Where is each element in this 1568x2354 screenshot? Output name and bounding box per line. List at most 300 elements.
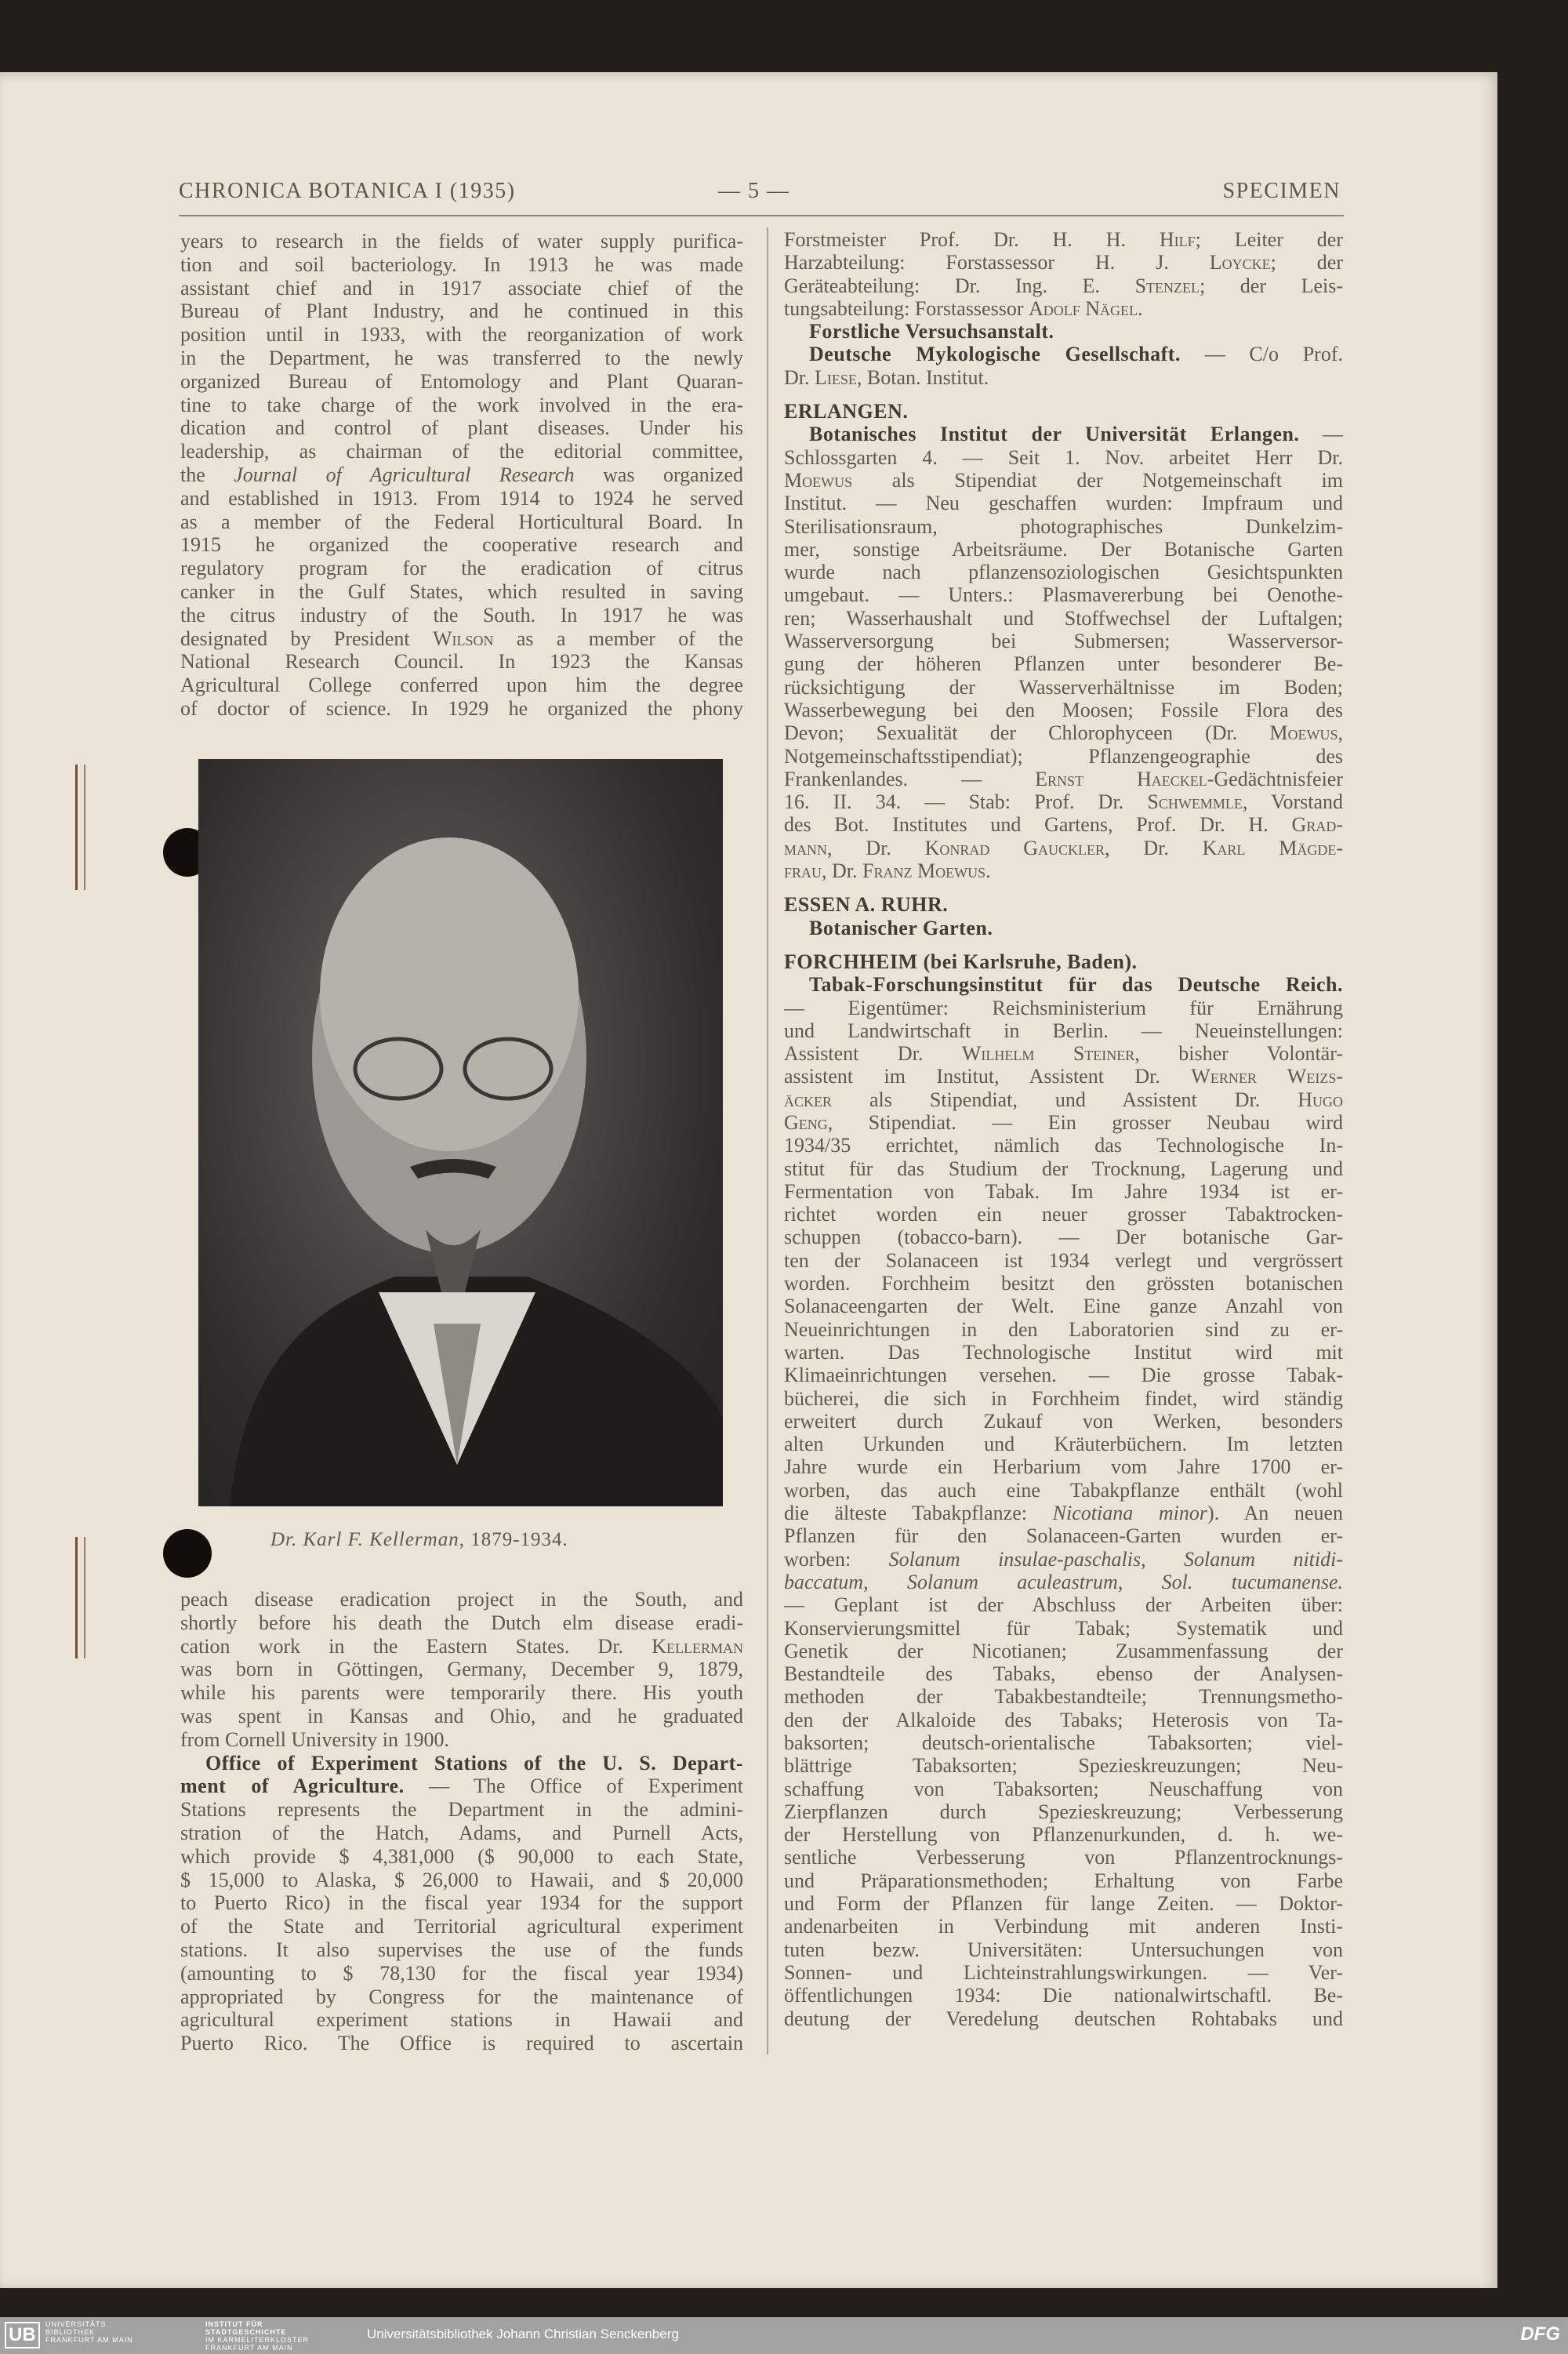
text-run: Dr. bbox=[784, 365, 815, 389]
text-run: 16. II. 34. — Stab: Prof. Dr. bbox=[784, 790, 1148, 814]
text-run: methoden der Tabakbestandteile; Trennungsmetho- bbox=[784, 1685, 1343, 1709]
text-line bbox=[180, 697, 743, 721]
small-caps-name: Hugo bbox=[1298, 1088, 1343, 1111]
punch-hole bbox=[163, 1529, 212, 1578]
caption-name: Dr. Karl F. Kellerman, bbox=[270, 1529, 465, 1550]
text-run: , bbox=[1338, 721, 1343, 745]
small-caps-name: Stenzel bbox=[1134, 274, 1200, 297]
text-run: position until in 1933, with the reorganization of work bbox=[180, 323, 743, 347]
text-line bbox=[784, 1111, 1343, 1134]
text-line bbox=[180, 1588, 743, 1611]
text-run: , Botan. Institut. bbox=[856, 365, 989, 389]
ub-logo: UB bbox=[5, 2322, 40, 2349]
text-run: warten. Das Technologische Institut wird mit bbox=[784, 1340, 1343, 1364]
text-line bbox=[784, 997, 1343, 1019]
header-rule bbox=[179, 215, 1344, 216]
text-run: Konservierungsmittel für Tabak; Systematik und bbox=[784, 1616, 1343, 1640]
text-line bbox=[180, 1705, 743, 1728]
text-line bbox=[180, 1845, 743, 1869]
text-run: — Geplant ist der Abschluss der Arbeiten über: bbox=[784, 1593, 1343, 1617]
text-line bbox=[784, 1640, 1343, 1662]
text-line bbox=[784, 837, 1343, 859]
text-line bbox=[180, 1635, 743, 1658]
text-run: designated by President bbox=[180, 627, 433, 650]
text-run: schaffung von Tabaksorten; Neuschaffung von bbox=[784, 1777, 1343, 1800]
text-run: Sterilisationsraum, photographisches Dunkelzim- bbox=[784, 514, 1343, 538]
text-line bbox=[180, 580, 743, 604]
text-line bbox=[180, 1891, 743, 1915]
text-line bbox=[180, 370, 743, 394]
text-run: schuppen (tobacco-barn). — Der botanische Gar- bbox=[784, 1226, 1343, 1249]
text-line bbox=[180, 650, 743, 674]
text-line bbox=[180, 1822, 743, 1845]
text-line bbox=[784, 1754, 1343, 1777]
small-caps-name: äcker bbox=[784, 1088, 833, 1111]
isg-text-line: IM KARMELITERKLOSTER bbox=[205, 2336, 310, 2344]
text-line bbox=[180, 323, 743, 347]
text-line bbox=[784, 538, 1343, 561]
text-line bbox=[180, 463, 743, 487]
text-run: canker in the Gulf States, which resulted in saving bbox=[180, 579, 743, 603]
text-line bbox=[784, 1455, 1343, 1478]
text-line bbox=[180, 394, 743, 417]
text-run: to Puerto Rico) in the fiscal year 1934 for the support bbox=[180, 1891, 743, 1915]
small-caps-name: Konrad Gauckler bbox=[924, 836, 1105, 859]
text-run: und Präparationsmethoden; Erhaltung von Farbe bbox=[784, 1869, 1343, 1892]
text-run: und Landwirtschaft in Berlin. — Neueinstellungen: bbox=[784, 1019, 1343, 1042]
text-line bbox=[784, 1961, 1343, 1984]
small-caps-name: Hilf bbox=[1159, 228, 1196, 251]
isg-text-line: INSTITUT FÜR bbox=[205, 2320, 263, 2328]
small-caps-name: Geng bbox=[784, 1110, 828, 1134]
text-run: Agricultural College conferred upon him the degree bbox=[180, 674, 743, 697]
text-run: stitut für das Studium der Trocknung, Lagerung und bbox=[784, 1157, 1343, 1180]
text-line bbox=[784, 1180, 1343, 1203]
text-run: , bisher Volontär- bbox=[1134, 1042, 1343, 1066]
italic-text: Solanum insulae-paschalis, Solanum nitidi- bbox=[888, 1547, 1343, 1571]
text-run: blättrige Tabaksorten; Spezieskreuzungen; Neu- bbox=[784, 1754, 1343, 1778]
text-line bbox=[180, 2008, 743, 2032]
text-line bbox=[180, 510, 743, 534]
text-line bbox=[180, 440, 743, 463]
text-line bbox=[784, 813, 1343, 836]
text-line bbox=[180, 2032, 743, 2055]
text-line bbox=[784, 1571, 1343, 1593]
text-run: Fermentation von Tabak. Im Jahre 1934 ist er- bbox=[784, 1179, 1343, 1203]
ub-text-line: FRANKFURT AM MAIN bbox=[45, 2336, 133, 2344]
text-line bbox=[784, 1134, 1343, 1157]
text-run: des Bot. Institutes und Gartens, Prof. Dr. H. bbox=[784, 813, 1292, 837]
text-line bbox=[784, 1823, 1343, 1846]
text-run: shortly before his death the Dutch elm disease eradi- bbox=[180, 1611, 743, 1634]
text-run: was spent in Kansas and Ohio, and he graduated bbox=[180, 1704, 743, 1727]
text-line bbox=[784, 1778, 1343, 1800]
text-run: der Herstellung von Pflanzenurkunden, d. h. we- bbox=[784, 1823, 1343, 1847]
small-caps-name: Grad- bbox=[1291, 813, 1343, 837]
text-line bbox=[784, 1249, 1343, 1272]
text-run: years to research in the fields of water supply purifica- bbox=[180, 230, 743, 252]
isg-text-line: STADTGESCHICHTE bbox=[205, 2328, 287, 2336]
text-run: . bbox=[985, 859, 991, 883]
text-run: alten Urkunden und Kräuterbüchern. Im letzten bbox=[784, 1433, 1343, 1456]
text-line bbox=[784, 469, 1343, 492]
text-line bbox=[180, 1938, 743, 1962]
text-line bbox=[784, 1042, 1343, 1065]
dfg-logo: DFG bbox=[1520, 2323, 1560, 2345]
text-run: die älteste Tabakpflanze: bbox=[784, 1502, 1053, 1525]
text-line bbox=[784, 607, 1343, 630]
text-line bbox=[180, 1728, 743, 1752]
bold-text: Botanischer Garten. bbox=[809, 916, 993, 939]
text-run: wurde nach pflanzensoziologischen Gesichtspunkten bbox=[784, 561, 1343, 584]
text-run: -Gedächtnisfeier bbox=[1207, 767, 1343, 790]
column-divider bbox=[767, 227, 768, 2054]
text-run: assistant chief and in 1917 associate chief of the bbox=[180, 276, 743, 300]
text-line bbox=[784, 1617, 1343, 1640]
portrait-figure bbox=[198, 759, 723, 1506]
text-line bbox=[784, 859, 1343, 882]
text-run: Geräteabteilung: Dr. Ing. E. bbox=[784, 274, 1135, 297]
text-run: gung der höheren Pflanzen unter besonderer Be- bbox=[784, 652, 1343, 676]
small-caps-name: Wilhelm Steiner bbox=[961, 1042, 1135, 1066]
text-line bbox=[180, 1775, 743, 1798]
text-line bbox=[784, 973, 1343, 996]
text-line bbox=[180, 1869, 743, 1892]
text-run: Pflanzen für den Solanaceen-Garten wurden er- bbox=[784, 1524, 1343, 1548]
text-line bbox=[784, 320, 1343, 343]
text-run: the citrus industry of the South. In 1917 he was bbox=[180, 603, 743, 627]
text-line bbox=[784, 1341, 1343, 1364]
text-line bbox=[180, 627, 743, 651]
small-caps-name: Kellerman bbox=[652, 1634, 743, 1658]
text-line bbox=[180, 1798, 743, 1822]
text-run: , Vorstand bbox=[1242, 790, 1343, 814]
text-run: , Dr. bbox=[1105, 836, 1203, 859]
ub-text-line: BIBLIOTHEK bbox=[45, 2328, 96, 2336]
text-line bbox=[784, 1800, 1343, 1823]
small-caps-name: Moewus bbox=[1269, 721, 1338, 745]
text-run: Klimaeinrichtungen versehen. — Die grosse Tabak- bbox=[784, 1364, 1343, 1387]
text-run: cation work in the Eastern States. Dr. bbox=[180, 1634, 652, 1658]
text-line bbox=[784, 2007, 1343, 2030]
text-run: ; Leiter der bbox=[1195, 228, 1343, 251]
library-name-link[interactable]: Universitätsbibliothek Johann Christian Senckenberg bbox=[367, 2327, 679, 2341]
text-line bbox=[784, 446, 1343, 469]
bold-text: Forstliche Versuchsanstalt. bbox=[809, 320, 1054, 343]
ub-text-line: UNIVERSITÄTS bbox=[45, 2320, 107, 2328]
small-caps-name: Werner Weizs- bbox=[1191, 1065, 1343, 1088]
text-line bbox=[784, 561, 1343, 583]
text-run: 1915 he organized the cooperative research and bbox=[180, 533, 743, 557]
small-caps-name: Wilson bbox=[432, 627, 494, 650]
section-heading bbox=[784, 400, 1343, 423]
text-line bbox=[180, 674, 743, 697]
text-run: worben, das auch eine Tabakpflanze enthält (wohl bbox=[784, 1478, 1343, 1502]
text-run: and established in 1913. From 1914 to 1924 he served bbox=[180, 486, 743, 510]
text-run: while his parents were temporarily there. His youth bbox=[180, 1681, 743, 1705]
text-line bbox=[180, 1681, 743, 1705]
text-line bbox=[180, 1962, 743, 1985]
text-line bbox=[784, 1892, 1343, 1915]
text-run: Institut. — Neu geschaffen wurden: Impfraum und bbox=[784, 492, 1343, 515]
section-heading bbox=[784, 893, 1343, 916]
text-line bbox=[784, 228, 1343, 251]
text-run: rücksichtigung der Wasserverhältnisse im Boden; bbox=[784, 675, 1343, 699]
small-caps-name: Ernst Haeckel bbox=[1035, 767, 1207, 790]
italic-text: Journal of Agricultural Research bbox=[234, 463, 575, 486]
text-run: Jahre wurde ein Herbarium vom Jahre 1700 er- bbox=[784, 1455, 1343, 1479]
text-run: dication and control of plant diseases. Under his bbox=[180, 416, 743, 440]
text-run: ; der Leis- bbox=[1200, 274, 1343, 297]
text-run: — C/o Prof. bbox=[1180, 343, 1343, 366]
text-line bbox=[784, 1157, 1343, 1180]
text-line bbox=[180, 1915, 743, 1938]
text-run: öffentlichungen 1934: Die nationalwirtschaftl. Be- bbox=[784, 1984, 1343, 2007]
small-caps-name: Franz Moewus bbox=[862, 859, 986, 883]
text-run: — Eigentümer: Reichsministerium für Ernährung bbox=[784, 996, 1343, 1019]
text-run: Devon; Sexualität der Chlorophyceen (Dr. bbox=[784, 721, 1270, 745]
text-run: Frankenlandes. — bbox=[784, 767, 1036, 790]
text-run: Forstmeister Prof. Dr. H. H. bbox=[784, 228, 1160, 251]
text-run: ren; Wasserhaushalt und Stoffwechsel der Luftalgen; bbox=[784, 606, 1343, 630]
text-run: ). An neuen bbox=[1207, 1502, 1343, 1525]
text-run: (amounting to $ 78,130 for the fiscal year 1934) bbox=[180, 1961, 743, 1985]
text-line bbox=[784, 1662, 1343, 1685]
text-line bbox=[784, 652, 1343, 675]
text-line bbox=[784, 1088, 1343, 1111]
text-run: was born in Göttingen, Germany, December 9, 1879, bbox=[180, 1658, 743, 1681]
text-line bbox=[784, 1065, 1343, 1088]
text-line bbox=[784, 583, 1343, 606]
text-line bbox=[180, 230, 743, 253]
italic-text: Nicotiana minor bbox=[1052, 1502, 1208, 1525]
text-line bbox=[180, 347, 743, 370]
text-run: . bbox=[1138, 296, 1143, 320]
section-heading bbox=[784, 950, 1343, 973]
text-run: Schlossgarten 4. — Seit 1. Nov. arbeitet Herr Dr. bbox=[784, 445, 1343, 469]
bold-text: Tabak-Forschungsinstitut für das Deutsche Reich. bbox=[809, 973, 1343, 997]
text-line bbox=[784, 768, 1343, 790]
text-run: — bbox=[1299, 423, 1343, 446]
text-line bbox=[784, 790, 1343, 813]
text-run: Solanaceengarten der Welt. Eine ganze Anzahl von bbox=[784, 1295, 1343, 1318]
isg-logo-text bbox=[205, 2320, 309, 2352]
text-line bbox=[784, 1524, 1343, 1547]
text-run: Sonnen- und Lichteinstrahlungswirkungen. — Ver- bbox=[784, 1960, 1343, 1984]
text-run: Genetik der Nicotianen; Zusammenfassung der bbox=[784, 1639, 1343, 1662]
text-line bbox=[784, 343, 1343, 365]
text-run: Assistent Dr. bbox=[784, 1042, 962, 1066]
text-line bbox=[784, 1318, 1343, 1341]
text-line bbox=[784, 1709, 1343, 1731]
text-run: ten der Solanaceen ist 1934 verlegt und vergrössert bbox=[784, 1248, 1343, 1272]
text-line bbox=[784, 917, 1343, 939]
small-caps-name: mann bbox=[784, 836, 828, 859]
text-run: the bbox=[180, 463, 234, 486]
binding-string bbox=[75, 765, 85, 890]
text-run: stration of the Hatch, Adams, and Purnell Acts, bbox=[180, 1821, 743, 1844]
bold-text: Office of Experiment Stations of the U. S. Depart- bbox=[205, 1751, 743, 1775]
text-line bbox=[784, 1593, 1343, 1616]
text-line bbox=[784, 1226, 1343, 1248]
text-run: regulatory program for the eradication of citrus bbox=[180, 557, 743, 580]
text-run: leadership, as chairman of the editorial committee, bbox=[180, 440, 743, 463]
ub-logo-text bbox=[45, 2320, 133, 2344]
text-run: bücherei, die sich in Forchheim findet, wird ständig bbox=[784, 1386, 1343, 1410]
text-run: Wasserversorgung bei Submersen; Wasserversor- bbox=[784, 630, 1343, 653]
text-line bbox=[784, 1203, 1343, 1226]
text-run: richtet worden ein neuer grosser Tabaktrocken- bbox=[784, 1203, 1343, 1226]
text-run: was organized bbox=[574, 463, 743, 486]
text-line bbox=[784, 1846, 1343, 1869]
bold-text: ment of Agriculture. bbox=[180, 1775, 405, 1798]
text-line bbox=[180, 1658, 743, 1681]
text-line bbox=[180, 533, 743, 557]
text-run: Puerto Rico. The Office is required to ascertain bbox=[180, 2032, 743, 2055]
text-run: from Cornell University in 1900. bbox=[180, 1727, 450, 1751]
text-run: als Stipendiat der Notgemeinschaft im bbox=[852, 468, 1343, 492]
binding-string bbox=[75, 1537, 85, 1658]
running-head-journal: CHRONICA BOTANICA I (1935) bbox=[179, 179, 516, 203]
text-run: mer, sonstige Arbeitsräume. Der Botanische Garten bbox=[784, 537, 1343, 561]
text-run: als Stipendiat, und Assistent Dr. bbox=[832, 1088, 1298, 1111]
text-run: Stations represents the Department in the admini- bbox=[180, 1798, 743, 1822]
text-run: — The Office of Experiment bbox=[404, 1775, 743, 1798]
page-number: — 5 — bbox=[718, 179, 790, 203]
text-run: tungsabteilung: Forstassessor bbox=[784, 296, 1029, 320]
text-line bbox=[180, 277, 743, 300]
text-line bbox=[784, 699, 1343, 721]
text-run: den der Alkaloide des Tabaks; Heterosis von Ta- bbox=[784, 1708, 1343, 1731]
text-line bbox=[180, 557, 743, 580]
text-line bbox=[784, 745, 1343, 768]
text-line bbox=[784, 1479, 1343, 1502]
italic-text: baccatum, Solanum aculeastrum, Sol. tucumanense. bbox=[784, 1570, 1343, 1593]
caption-years: 1879-1934. bbox=[470, 1529, 568, 1550]
text-line bbox=[784, 1548, 1343, 1571]
text-run: Bureau of Plant Industry, and he continued in this bbox=[180, 300, 743, 323]
right-column bbox=[784, 228, 1343, 2030]
small-caps-name: Karl Mägde- bbox=[1202, 836, 1343, 859]
text-run: umgebaut. — Unters.: Plasmavererbung bei Oenothe- bbox=[784, 583, 1343, 607]
text-line bbox=[784, 721, 1343, 744]
text-run: Wasserbewegung bei den Moosen; Fossile Flora des bbox=[784, 698, 1343, 721]
text-run: as a member of the Federal Horticultural Board. In bbox=[180, 510, 743, 533]
text-run: Harzabteilung: Forstassessor H. J. bbox=[784, 251, 1210, 274]
text-line bbox=[180, 253, 743, 277]
small-caps-name: Liese bbox=[815, 365, 857, 389]
text-run: as a member of the bbox=[493, 627, 743, 650]
small-caps-name: Loycke bbox=[1209, 251, 1271, 274]
text-line bbox=[784, 1387, 1343, 1410]
text-run: stations. It also supervises the use of the funds bbox=[180, 1938, 743, 1961]
left-column-top bbox=[180, 230, 743, 721]
text-line bbox=[784, 630, 1343, 652]
portrait-photo bbox=[198, 759, 723, 1506]
text-run: assistent im Institut, Assistent Dr. bbox=[784, 1065, 1192, 1088]
text-line bbox=[180, 1752, 743, 1775]
text-line bbox=[784, 423, 1343, 445]
text-line bbox=[784, 515, 1343, 538]
small-caps-name: Adolf Nägel bbox=[1029, 296, 1138, 320]
small-caps-name: frau bbox=[784, 859, 822, 883]
text-line bbox=[180, 1985, 743, 2009]
text-run: , Dr. bbox=[822, 859, 863, 883]
small-caps-name: Schwemmle bbox=[1147, 790, 1243, 814]
text-run: Neueinrichtungen in den Laboratorien sind zu er- bbox=[784, 1317, 1343, 1341]
text-line bbox=[784, 1869, 1343, 1892]
text-line bbox=[784, 274, 1343, 297]
small-caps-name: Moewus bbox=[784, 468, 853, 492]
text-line bbox=[784, 1410, 1343, 1433]
text-line bbox=[784, 1938, 1343, 1961]
text-run: 1934/35 errichtet, nämlich das Technologische In- bbox=[784, 1134, 1343, 1157]
running-head-section: SPECIMEN bbox=[1222, 179, 1341, 203]
text-line bbox=[180, 604, 743, 627]
text-run: andenarbeiten in Verbindung mit anderen Insti- bbox=[784, 1915, 1343, 1938]
text-run: $ 15,000 to Alaska, $ 26,000 to Hawaii, and $ 20,000 bbox=[180, 1868, 743, 1891]
text-run: sentliche Verbesserung von Pflanzentrocknungs- bbox=[784, 1846, 1343, 1869]
text-line bbox=[784, 1019, 1343, 1042]
text-run: tine to take charge of the work involved in the era- bbox=[180, 393, 743, 416]
text-line bbox=[180, 487, 743, 510]
text-run: which provide $ 4,381,000 ($ 90,000 to each State, bbox=[180, 1844, 743, 1868]
isg-text-line: FRANKFURT AM MAIN bbox=[205, 2344, 293, 2352]
text-line bbox=[784, 492, 1343, 514]
text-run: worden. Forchheim besitzt den grössten botanischen bbox=[784, 1272, 1343, 1295]
text-run: , Stipendiat. — Ein grosser Neubau wird bbox=[827, 1110, 1343, 1134]
footer-bar bbox=[0, 2317, 1568, 2354]
text-run: deutung der Veredelung deutschen Rohtabaks und bbox=[784, 2007, 1343, 2030]
text-run: , Dr. bbox=[827, 836, 925, 859]
bold-text: ERLANGEN. bbox=[784, 400, 909, 423]
text-line bbox=[784, 366, 1343, 389]
text-run: in the Department, he was transferred to the newly bbox=[180, 346, 743, 369]
text-line bbox=[784, 1433, 1343, 1455]
text-run: Notgemeinschaftsstipendiat); Pflanzengeographie des bbox=[784, 744, 1343, 768]
text-line bbox=[784, 1295, 1343, 1317]
text-run: appropriated by Congress for the maintenance of bbox=[180, 1985, 743, 2008]
text-line bbox=[784, 676, 1343, 699]
photo-caption bbox=[270, 1529, 568, 1551]
text-run: organized Bureau of Entomology and Plant Quaran- bbox=[180, 369, 743, 393]
text-line bbox=[180, 416, 743, 440]
text-run: baksorten; deutsch-orientalische Tabaksorten; viel- bbox=[784, 1731, 1343, 1754]
left-column-bottom bbox=[180, 1588, 743, 2055]
bold-text: FORCHHEIM (bei Karlsruhe, Baden). bbox=[784, 950, 1138, 973]
text-run: worben: bbox=[784, 1547, 889, 1571]
text-line bbox=[784, 1915, 1343, 1938]
text-run: Bestandteile des Tabaks, ebenso der Analysen- bbox=[784, 1662, 1343, 1686]
bold-text: ESSEN A. RUHR. bbox=[784, 893, 949, 917]
text-run: tion and soil bacteriology. In 1913 he was made bbox=[180, 252, 743, 276]
scan-background bbox=[0, 0, 1568, 72]
text-run: ; der bbox=[1270, 251, 1343, 274]
text-run: National Research Council. In 1923 the Kansas bbox=[180, 650, 743, 674]
text-run: peach disease eradication project in the South, and bbox=[180, 1588, 743, 1611]
text-line bbox=[784, 251, 1343, 274]
text-run: Zierpflanzen durch Spezieskreuzung; Verbesserung bbox=[784, 1800, 1343, 1823]
text-run: agricultural experiment stations in Hawaii and bbox=[180, 2008, 743, 2032]
text-run: und Form der Pflanzen für lange Zeiten. — Doktor- bbox=[784, 1892, 1343, 1916]
text-line bbox=[784, 1984, 1343, 2007]
text-run: of doctor of science. In 1929 he organized the phony bbox=[180, 696, 743, 720]
text-line bbox=[784, 1731, 1343, 1754]
text-line bbox=[784, 297, 1343, 320]
text-line bbox=[784, 1272, 1343, 1295]
bold-text: Deutsche Mykologische Gesellschaft. bbox=[809, 343, 1181, 366]
text-line bbox=[784, 1685, 1343, 1708]
